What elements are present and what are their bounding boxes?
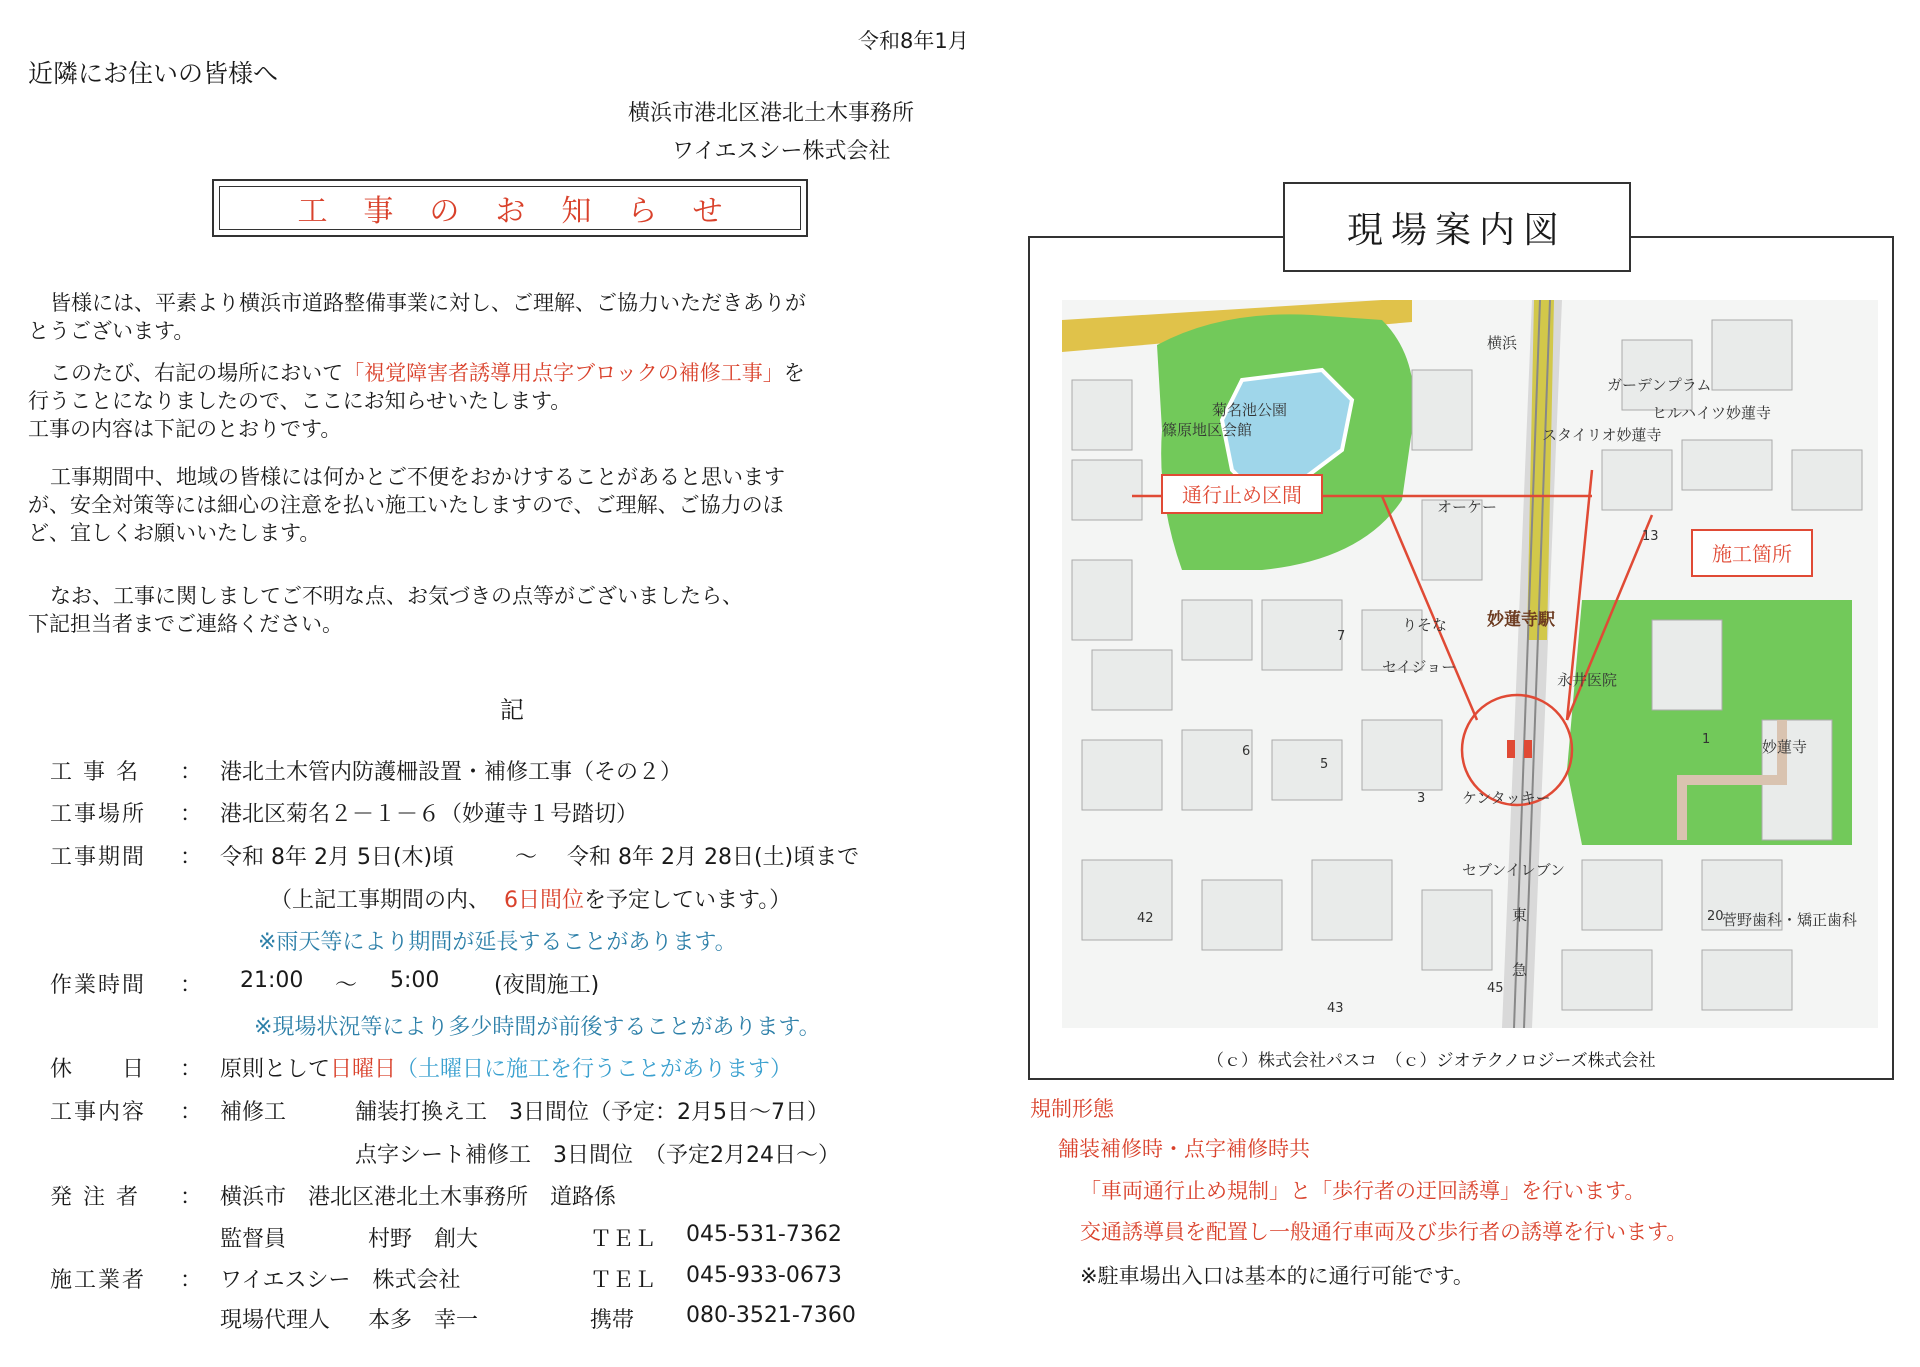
period-end: 令和 8年 2月 28日(土)頃まで bbox=[567, 845, 860, 870]
map-label-n7: 7 bbox=[1337, 629, 1346, 644]
map-label-n42: 42 bbox=[1137, 911, 1154, 926]
map-label-shinohara-hall: 篠原地区会館 bbox=[1162, 421, 1253, 439]
map-label-seven: セブンイレブン bbox=[1462, 861, 1566, 879]
period-start: 令和 8年 2月 5日(木)頃 bbox=[220, 845, 455, 870]
label-work-place: 工事場所 bbox=[50, 802, 147, 827]
map-label-n20: 20 bbox=[1707, 909, 1724, 924]
work-name: 港北土木管内防護柵設置・補修工事（その２） bbox=[220, 760, 683, 785]
map-label-n43: 43 bbox=[1327, 1001, 1344, 1016]
tel-label: ＴＥＬ bbox=[590, 1268, 657, 1293]
notice-title-box bbox=[212, 179, 808, 237]
colon: ： bbox=[180, 973, 203, 998]
map-label-resona: りそな bbox=[1402, 616, 1448, 634]
label-holiday: 休 日 bbox=[50, 1057, 147, 1082]
hours-night: (夜間施工) bbox=[494, 973, 600, 998]
paragraph-3-line-1: 工事期間中、地域の皆様には何かとご不便をおかけすることがあると思います bbox=[50, 465, 785, 489]
map-label-kfc: ケンタッキー bbox=[1462, 789, 1551, 807]
regulation-line-4: ※駐車場出入口は基本的に通行可能です。 bbox=[1080, 1264, 1474, 1288]
contractor: ワイエスシー 株式会社 bbox=[220, 1268, 461, 1293]
holiday-saturday-note: （土曜日に施工を行うことがあります） bbox=[396, 1057, 793, 1082]
map-label-tokyu-2: 急 bbox=[1512, 961, 1528, 979]
period-note: （上記工事期間の内、 6日間位を予定しています。） bbox=[270, 888, 792, 913]
callout-site-label: 施工箇所 bbox=[1712, 542, 1792, 566]
map-label-n6: 6 bbox=[1242, 744, 1251, 759]
regulation-title: 規制形態 bbox=[1030, 1097, 1114, 1121]
paragraph-3-line-2: が、安全対策等には細心の注意を払い施工いたしますので、ご理解、ご協力のほ bbox=[28, 493, 784, 517]
tel-label: ＴＥＬ bbox=[590, 1227, 657, 1252]
paragraph-2-line-1: このたび、右記の場所において「視覚障害者誘導用点字ブロックの補修工事」を bbox=[50, 361, 805, 385]
label-orderer: 発 注 者 bbox=[50, 1185, 140, 1210]
rain-note: ※雨天等により期間が延長することがあります。 bbox=[258, 930, 737, 955]
hours-end: 5:00 bbox=[390, 968, 440, 993]
regulation-line-3: 交通誘導員を配置し一般通行車両及び歩行者の誘導を行います。 bbox=[1080, 1220, 1688, 1244]
map-label-n13: 13 bbox=[1642, 529, 1659, 544]
map-label-hillhights: ヒルハイツ妙蓮寺 bbox=[1652, 404, 1771, 422]
map-copyright: （ｃ）株式会社パスコ （ｃ）ジオテクノロジーズ株式会社 bbox=[1207, 1051, 1656, 1071]
period-tilde: ～ bbox=[515, 845, 538, 870]
paragraph-2-line-3: 工事の内容は下記のとおりです。 bbox=[28, 417, 342, 441]
notice-date: 令和8年1月 bbox=[858, 29, 969, 53]
period-days: 6日間位 bbox=[504, 888, 585, 913]
holiday: 原則として日曜日（土曜日に施工を行うことがあります） bbox=[220, 1057, 793, 1082]
regulation-line-1: 舗装補修時・点字補修時共 bbox=[1058, 1137, 1310, 1161]
notice-title: 工事のお知らせ bbox=[297, 194, 759, 229]
colon: ： bbox=[180, 1185, 203, 1210]
map-label-yokohama: 横浜 bbox=[1487, 334, 1518, 352]
supervisor-role: 監督員 bbox=[220, 1227, 287, 1252]
mobile-label: 携帯 bbox=[590, 1308, 635, 1333]
hours-note: ※現場状況等により多少時間が前後することがあります。 bbox=[254, 1015, 821, 1040]
map-label-stylio: スタイリオ妙蓮寺 bbox=[1542, 426, 1662, 444]
paragraph-4-line-2: 下記担当者までご連絡ください。 bbox=[28, 612, 343, 636]
label-contractor: 施工業者 bbox=[50, 1268, 147, 1293]
map-title: 現場案内図 bbox=[1346, 209, 1567, 251]
map-label-n45: 45 bbox=[1487, 981, 1504, 996]
paragraph-1-line-2: とうございます。 bbox=[28, 319, 195, 343]
colon: ： bbox=[180, 1100, 203, 1125]
colon: ： bbox=[180, 1268, 203, 1293]
holiday-sunday: 日曜日 bbox=[330, 1057, 397, 1082]
map-label-sugano: 菅野歯科・矯正歯科 bbox=[1722, 911, 1858, 929]
map-label-nagai-clinic: 永井医院 bbox=[1557, 671, 1618, 689]
callout-closure-label: 通行止め区間 bbox=[1182, 483, 1302, 507]
map-label-garden-plum: ガーデンプラム bbox=[1607, 376, 1712, 394]
paragraph-3-line-3: ど、宜しくお願いいたします。 bbox=[28, 521, 321, 545]
agent-name: 本多 幸一 bbox=[368, 1308, 479, 1333]
map-label-kikuna-park: 菊名池公園 bbox=[1212, 401, 1288, 419]
supervisor-tel: 045-531-7362 bbox=[686, 1222, 842, 1247]
orderer: 横浜市 港北区港北土木事務所 道路係 bbox=[220, 1185, 617, 1210]
issuer-office: 横浜市港北区港北土木事務所 bbox=[628, 101, 915, 126]
hours-start: 21:00 bbox=[240, 968, 304, 993]
colon: ： bbox=[180, 845, 203, 870]
map-label-n3: 3 bbox=[1417, 791, 1426, 806]
map-label-okay: オーケー bbox=[1437, 498, 1498, 516]
site-marker bbox=[1524, 740, 1532, 758]
map-title-box bbox=[1283, 182, 1631, 272]
map-label-n1: 1 bbox=[1702, 732, 1711, 747]
colon: ： bbox=[180, 1057, 203, 1082]
map-label-n5: 5 bbox=[1320, 757, 1329, 772]
paragraph-1-line-1: 皆様には、平素より横浜市道路整備事業に対し、ご理解、ご協力いただきありが bbox=[50, 291, 806, 315]
work-place: 港北区菊名２－１－６（妙蓮寺１号踏切） bbox=[220, 802, 639, 827]
label-work-period: 工事期間 bbox=[50, 845, 147, 870]
label-work-name: 工 事 名 bbox=[50, 760, 140, 785]
greeting: 近隣にお住いの皆様へ bbox=[28, 59, 279, 88]
regulation-line-2: 「車両通行止め規制」と「歩行者の迂回誘導」を行います。 bbox=[1080, 1179, 1646, 1203]
colon: ： bbox=[180, 802, 203, 827]
label-work-hours: 作業時間 bbox=[50, 973, 147, 998]
map-label-myorenji: 妙蓮寺 bbox=[1762, 738, 1808, 756]
label-work-content: 工事内容 bbox=[50, 1100, 147, 1125]
ki-heading: 記 bbox=[500, 696, 524, 724]
site-map bbox=[1062, 300, 1878, 1028]
agent-role: 現場代理人 bbox=[220, 1308, 331, 1333]
paragraph-4-line-1: なお、工事に関しましてご不明な点、お気づきの点等がございましたら、 bbox=[50, 584, 743, 608]
hours-tilde: ～ bbox=[335, 973, 358, 998]
map-label-station: 妙蓮寺駅 bbox=[1487, 610, 1555, 630]
site-marker bbox=[1507, 740, 1515, 758]
colon: ： bbox=[180, 760, 203, 785]
temple-building bbox=[1652, 620, 1722, 710]
map-label-tokyu-1: 東 bbox=[1512, 906, 1528, 924]
agent-mobile: 080-3521-7360 bbox=[686, 1303, 856, 1328]
repair-work-highlight: 「視覚障害者誘導用点字ブロックの補修工事」 bbox=[343, 361, 784, 385]
issuer-company: ワイエスシー株式会社 bbox=[672, 139, 891, 164]
content-main: 補修工 bbox=[220, 1100, 287, 1125]
paragraph-2-line-2: 行うことになりましたので、ここにお知らせいたします。 bbox=[28, 389, 572, 413]
map-label-seijo: セイジョー bbox=[1382, 658, 1457, 676]
contractor-tel: 045-933-0673 bbox=[686, 1263, 842, 1288]
content-item-1: 舗装打換え工 3日間位（予定：2月5日～7日） bbox=[355, 1100, 829, 1125]
supervisor-name: 村野 創大 bbox=[368, 1227, 479, 1252]
content-item-2: 点字シート補修工 3日間位 （予定2月24日～） bbox=[355, 1143, 840, 1168]
